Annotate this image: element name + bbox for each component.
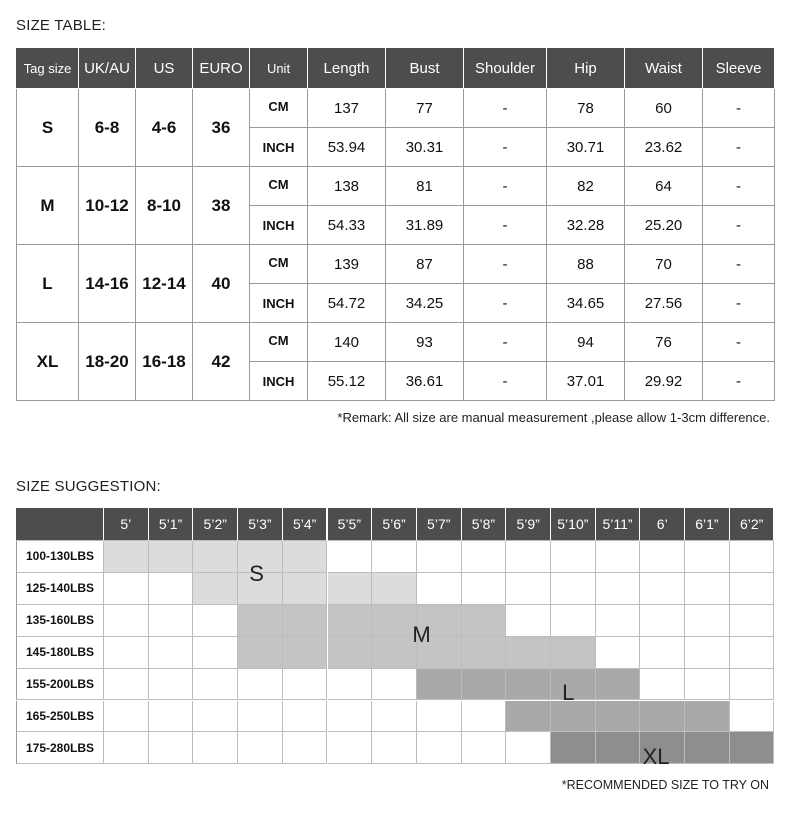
grid-cell [238,701,283,733]
grid-cell [238,605,283,637]
grid-cell [551,605,596,637]
size-zone-label: L [562,679,575,705]
grid-cell [685,637,730,669]
grid-cell [685,732,730,764]
grid-cell [283,669,328,701]
grid-cell [640,669,685,701]
grid-cell [506,732,551,764]
sleeve-cell: - [703,284,775,323]
grid-cell [149,605,194,637]
grid-cell [730,637,775,669]
grid-cell [506,605,551,637]
sleeve-cell: - [703,89,775,128]
grid-cell [193,637,238,669]
euro-cell: 40 [193,245,250,323]
waist-cell: 60 [625,89,703,128]
hip-cell: 30.71 [547,128,625,167]
grid-cell [596,637,641,669]
grid-cell [372,541,417,573]
grid-cell [328,732,373,764]
grid-cell [462,541,507,573]
tag-size-cell: XL [17,323,79,401]
grid-cell [730,669,775,701]
tag-size-cell: M [17,167,79,245]
grid-cell [372,573,417,605]
weight-row-header: 155-200LBS [16,669,104,701]
grid-cell [372,637,417,669]
grid-cell [104,669,149,701]
shoulder-cell: - [464,128,547,167]
grid-cell [193,732,238,764]
uk-au-cell: 18-20 [79,323,136,401]
grid-cell [417,701,462,733]
grid-cell [417,669,462,701]
grid-corner-header [16,508,104,541]
grid-cell [283,605,328,637]
size-table [16,47,775,401]
euro-cell: 42 [193,323,250,401]
grid-cell [372,669,417,701]
grid-cell [506,669,551,701]
grid-cell [283,637,328,669]
length-cell: 54.33 [308,206,386,245]
bust-cell: 36.61 [386,362,464,401]
size-zone-label: M [412,622,431,648]
grid-cell [596,701,641,733]
hip-cell: 32.28 [547,206,625,245]
header-hip: Hip [547,48,625,89]
height-header: 5’6” [372,508,417,541]
tag-size-cell: L [17,245,79,323]
grid-cell [283,573,328,605]
grid-cell [328,573,373,605]
height-header: 5’11” [596,508,641,541]
euro-cell: 36 [193,89,250,167]
grid-cell [506,701,551,733]
sleeve-cell: - [703,128,775,167]
height-header: 6’1” [685,508,730,541]
table-row [17,89,775,128]
hip-cell: 78 [547,89,625,128]
grid-cell [328,541,373,573]
height-header: 5’3” [238,508,283,541]
grid-cell [193,573,238,605]
grid-cell [372,732,417,764]
header-length: Length [308,48,386,89]
uk-au-cell: 10-12 [79,167,136,245]
grid-cell [596,669,641,701]
waist-cell: 23.62 [625,128,703,167]
grid-cell [551,573,596,605]
grid-cell [328,637,373,669]
size-table-remark: *Remark: All size are manual measurement ,please allow 1-3cm difference. [337,410,770,425]
length-cell: 139 [308,245,386,284]
grid-cell [730,605,775,637]
uk-au-cell: 14-16 [79,245,136,323]
bust-cell: 30.31 [386,128,464,167]
weight-row-header: 125-140LBS [16,573,104,605]
grid-cell [462,732,507,764]
height-header: 5’7” [417,508,462,541]
grid-cell [730,732,775,764]
grid-cell [462,669,507,701]
grid-cell [685,605,730,637]
grid-cell [506,541,551,573]
waist-cell: 76 [625,323,703,362]
length-cell: 53.94 [308,128,386,167]
header-tag-size: Tag size [17,48,79,89]
grid-cell [685,541,730,573]
hip-cell: 88 [547,245,625,284]
header-waist: Waist [625,48,703,89]
grid-cell [417,573,462,605]
weight-row-header: 135-160LBS [16,605,104,637]
grid-cell [417,732,462,764]
grid-cell [730,701,775,733]
size-zone-label: S [249,560,264,586]
unit-cell: INCH [250,206,308,245]
grid-cell [193,605,238,637]
bust-cell: 34.25 [386,284,464,323]
length-cell: 137 [308,89,386,128]
grid-cell [506,573,551,605]
euro-cell: 38 [193,167,250,245]
unit-cell: INCH [250,284,308,323]
grid-cell [640,637,685,669]
unit-cell: INCH [250,362,308,401]
header-uk-au: UK/AU [79,48,136,89]
height-header: 5’9” [506,508,551,541]
grid-cell [640,605,685,637]
height-header: 5’ [104,508,149,541]
grid-cell [730,573,775,605]
shoulder-cell: - [464,89,547,128]
hip-cell: 37.01 [547,362,625,401]
hip-cell: 34.65 [547,284,625,323]
grid-cell [417,541,462,573]
header-sleeve: Sleeve [703,48,775,89]
sleeve-cell: - [703,167,775,206]
grid-cell [149,732,194,764]
weight-row-header: 165-250LBS [16,701,104,733]
height-header: 6’2” [730,508,775,541]
grid-cell [596,732,641,764]
height-header: 5’5” [328,508,373,541]
length-cell: 54.72 [308,284,386,323]
uk-au-cell: 6-8 [79,89,136,167]
grid-cell [640,701,685,733]
grid-cell [104,732,149,764]
height-header: 5’8” [462,508,507,541]
grid-cell [685,573,730,605]
weight-row-header: 145-180LBS [16,637,104,669]
size-zone-label: XL [642,743,670,769]
length-cell: 140 [308,323,386,362]
us-cell: 8-10 [136,167,193,245]
grid-cell [238,669,283,701]
us-cell: 4-6 [136,89,193,167]
grid-cell [462,701,507,733]
grid-cell [328,701,373,733]
grid-cell [328,669,373,701]
header-shoulder: Shoulder [464,48,547,89]
header-euro: EURO [193,48,250,89]
grid-cell [730,541,775,573]
grid-cell [104,637,149,669]
grid-cell [596,541,641,573]
sleeve-cell: - [703,323,775,362]
waist-cell: 25.20 [625,206,703,245]
size-table-title: SIZE TABLE: [16,17,107,34]
header-us: US [136,48,193,89]
us-cell: 16-18 [136,323,193,401]
bust-cell: 81 [386,167,464,206]
grid-cell [149,573,194,605]
height-header: 5’4” [283,508,328,541]
waist-cell: 29.92 [625,362,703,401]
grid-cell [104,573,149,605]
grid-cell [283,732,328,764]
grid-cell [283,701,328,733]
weight-row-header: 175-280LBS [16,732,104,764]
grid-cell [149,669,194,701]
table-row [17,167,775,206]
unit-cell: CM [250,323,308,362]
waist-cell: 64 [625,167,703,206]
grid-cell [596,573,641,605]
height-header: 5’2” [193,508,238,541]
grid-cell [104,541,149,573]
grid-cell [193,541,238,573]
unit-cell: CM [250,89,308,128]
hip-cell: 94 [547,323,625,362]
sleeve-cell: - [703,206,775,245]
shoulder-cell: - [464,245,547,284]
shoulder-cell: - [464,323,547,362]
shoulder-cell: - [464,167,547,206]
bust-cell: 93 [386,323,464,362]
length-cell: 55.12 [308,362,386,401]
table-row [17,245,775,284]
shoulder-cell: - [464,284,547,323]
grid-cell [462,637,507,669]
tag-size-cell: S [17,89,79,167]
height-header: 5’1” [149,508,194,541]
size-table-header [17,48,775,89]
height-header: 6’ [640,508,685,541]
grid-cell [640,573,685,605]
sleeve-cell: - [703,362,775,401]
grid-cell [193,669,238,701]
bust-cell: 31.89 [386,206,464,245]
header-unit: Unit [250,48,308,89]
waist-cell: 27.56 [625,284,703,323]
grid-cell [238,637,283,669]
bust-cell: 87 [386,245,464,284]
length-cell: 138 [308,167,386,206]
waist-cell: 70 [625,245,703,284]
grid-cell [685,669,730,701]
grid-cell [328,605,373,637]
weight-row-header: 100-130LBS [16,541,104,573]
grid-cell [372,605,417,637]
grid-cell [551,732,596,764]
grid-cell [149,701,194,733]
shoulder-cell: - [464,362,547,401]
grid-cell [685,701,730,733]
recommended-size-note: *RECOMMENDED SIZE TO TRY ON [561,778,769,792]
grid-cell [462,573,507,605]
unit-cell: CM [250,167,308,206]
table-row [17,323,775,362]
unit-cell: INCH [250,128,308,167]
bust-cell: 77 [386,89,464,128]
header-bust: Bust [386,48,464,89]
grid-cell [104,701,149,733]
height-header: 5’10” [551,508,596,541]
grid-cell [193,701,238,733]
grid-cell [462,605,507,637]
size-suggestion-grid [16,508,775,769]
grid-cell [596,605,641,637]
grid-cell [551,637,596,669]
grid-cell [372,701,417,733]
grid-cell [149,637,194,669]
hip-cell: 82 [547,167,625,206]
shoulder-cell: - [464,206,547,245]
sleeve-cell: - [703,245,775,284]
size-suggestion-title: SIZE SUGGESTION: [16,478,161,495]
grid-cell [640,541,685,573]
grid-cell [551,541,596,573]
grid-cell [283,541,328,573]
unit-cell: CM [250,245,308,284]
grid-cell [149,541,194,573]
us-cell: 12-14 [136,245,193,323]
grid-cell [506,637,551,669]
grid-cell [104,605,149,637]
grid-cell [238,732,283,764]
